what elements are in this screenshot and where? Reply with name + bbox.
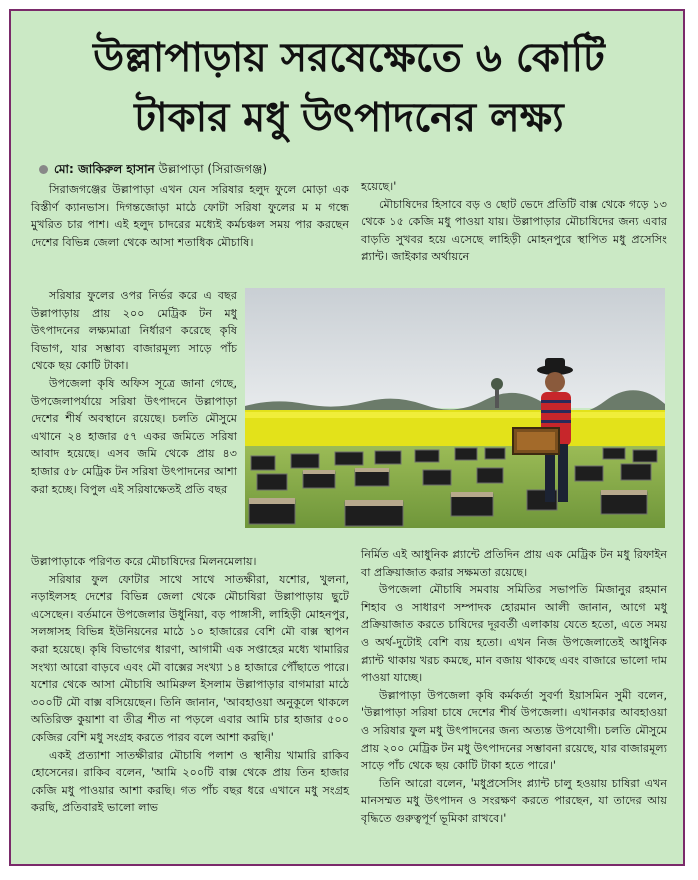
byline-author: মো: জাকিরুল হাসান [54,162,155,176]
paragraph: একই প্রত্যাশা সাতক্ষীরার মৌচাষি পলাশ ও স্থানীয় খামারি রাকিব হোসেনের। রাকিব বলেন, 'আমি ২০০টি বাক্স থেকে প্রায় তিন হাজার কেজি মধু পাওয়ার আশা করছি। গত পাঁচ বছর ধরে এখানে মধু সংগ্রহ করছি, প্রতিবারই ভালো লাভ [31,748,349,815]
paragraph: হয়েছে।' [361,180,397,193]
column-1-side [31,287,237,498]
mustard-field-scene-image [245,288,665,528]
paragraph: সরিষার ফুল ফোটার সাথে সাথে সাতক্ষীরা, যশোর, খুলনা, নড়াইলসহ দেশের বিভিন্ন জেলা থেকে মৌচাষিরা উল্লাপাড়ায় ছুটে এসেছেন। বর্তমানে উপজেলার উধুনিয়া, বড় পাঙ্গাসী, লাহিড়ী মোহনপুর, সলঙ্গাসহ বিভিন্ন ইউনিয়নের মাঠে ১০ হাজারের বেশি মৌ বাক্স স্থাপন করা হয়েছে। কৃষি বিভাগের ধারণা, আগামী এক সপ্তাহের মধ্যে খামারির সংখ্যা আরো বাড়বে এবং মৌ বাক্সের সংখ্যা ১৪ হাজারে পৌঁছাতে পারে। যশোর থেকে আসা মৌচাষি আমিরুল ইসলাম উল্লাপাড়ার বাগমারা মাঠে ৩০০টি মৌ বাক্স বসিয়েছেন। তিনি জানান, 'আবহাওয়া অনুকূলে থাকলে অতিরিক্ত কুয়াশা বা তীব্র শীত না পড়লে এবার আমি চার হাজার ৫০০ কেজির বেশি মধু সংগ্রহ করতে পারব বলে আশা করছি।' [31,572,349,744]
column-2-top [361,178,667,266]
paragraph: সরিষার ফুলের ওপর নির্ভর করে এ বছর উল্লাপাড়ায় প্রায় ২০০ মেট্রিক টন মধু উৎপাদনের লক্ষ্যমাত্রা নির্ধারণ করেছে কৃষি বিভাগ, যার সম্ভাব্য বাজারমূল্য সাড়ে পাঁচ থেকে ছয় কোটি টাকা। [31,289,237,373]
paragraph: তিনি আরো বলেন, 'মধুপ্রসেসিং প্ল্যান্ট চালু হওয়ায় চাষিরা এখন মানসম্মত মধু উৎপাদন ও সংরক্ষণ করতে পারছেন, যা তাদের আয় বৃদ্ধিতে গুরুত্বপূর্ণ ভূমিকা রাখবে।' [361,776,667,825]
column-2-bottom [361,546,667,828]
headline-line-2: টাকার মধু উৎপাদনের লক্ষ্য [134,95,564,141]
paragraph: মৌচাষিদের হিসাবে বড় ও ছোট ভেদে প্রতিটি বাক্স থেকে গড়ে ১৩ থেকে ১৫ কেজি মধু পাওয়া যায়। উল্লাপাড়ার মৌচাষিদের জন্য এবার বাড়তি সুখবর হয়ে এসেছে লাহিড়ী মোহনপুরে স্থাপিত মধু প্রসেসিং প্ল্যান্ট। জাইকার অর্থায়নে [361,197,667,264]
paragraph: উল্লাপাড়া উপজেলা কৃষি কর্মকর্তা সুবর্ণা ইয়াসমিন সুমী বলেন, 'উল্লাপাড়া সরিষা চাষে দেশের শীর্ষ উপজেলা। এখানকার আবহাওয়া ও সরিষার ফুল মধু উৎপাদনের জন্য অত্যন্ত উপযোগী। চলতি মৌসুমে প্রায় ২০০ মেট্রিক টন মধু উৎপাদনের সম্ভাবনা রয়েছে, যার বাজারমূল্য সাড়ে পাঁচ থেকে ছয় কোটি টাকা হতে পারে।' [361,688,667,773]
paragraph: উপজেলা মৌচাষি সমবায় সমিতির সভাপতি মিজানুর রহমান শিহাব ও সাধারণ সম্পাদক হোরমান আলী জানান, আগে মধু প্রক্রিয়াজাত করতে চাষিদের দূরবর্তী এলাকায় যেতে হতো, এতে সময় ও অর্থ-দুটোই বেশি ব্যয় হতো। এখন নিজ উপজেলাতেই আধুনিক প্ল্যান্ট থাকায় খরচ কমছে, মান বজায় থাকছে এবং বাজারে ভালো দাম পাওয়া যাচ্ছে। [361,583,667,685]
paragraph: নির্মিত এই আধুনিক প্ল্যান্টে প্রতিদিন প্রায় এক মেট্রিক টন মধু রিফাইন বা প্রক্রিয়াজাত করার সক্ষমতা রয়েছে। [361,548,667,579]
headline-line-1: উল্লাপাড়ায় সরষেক্ষেতে ৬ কোটি [93,35,605,81]
byline-location: উল্লাপাড়া (সিরাজগঞ্জ) [158,162,268,176]
paragraph: উল্লাপাড়াকে পরিণত করে মৌচাষিদের মিলনমেলায়। [31,555,257,568]
paragraph: সিরাজগঞ্জের উল্লাপাড়া এখন যেন সরিষার হলুদ ফুলে মোড়া এক বিস্তীর্ণ ক্যানভাস। দিগন্তজোড়া মাঠে ফোটা সরিষা ফুলের ম ম গন্ধে মুখরিত চার পাশ। এই হলুদ চাদরের মধ্যেই কর্মচঞ্চল সময় পার করছেন দেশের বিভিন্ন জেলা থেকে আসা শতাধিক মৌচাষি। [31,183,349,249]
column-1-top [31,181,349,251]
beekeeper-photo [245,288,665,528]
column-1-bottom [31,553,349,817]
paragraph: উপজেলা কৃষি অফিস সূত্রে জানা গেছে, উপজেলাপর্যায়ে সরিষা উৎপাদনে উল্লাপাড়া দেশের শীর্ষ অবস্থানে রয়েছে। চলতি মৌসুমে এখানে ২৪ হাজার ৫৭ একর জমিতে সরিষা আবাদ হয়েছে। এসব জমি থেকে প্রায় ৪৩ হাজার ৫৮ মেট্রিক টন সরিষা উৎপাদনের আশা করা হচ্ছে। বিপুল এই সরিষাক্ষেতই প্রতি বছর [31,376,237,496]
byline [39,161,267,181]
newspaper-clipping [9,9,685,866]
bullet-icon [39,165,48,174]
